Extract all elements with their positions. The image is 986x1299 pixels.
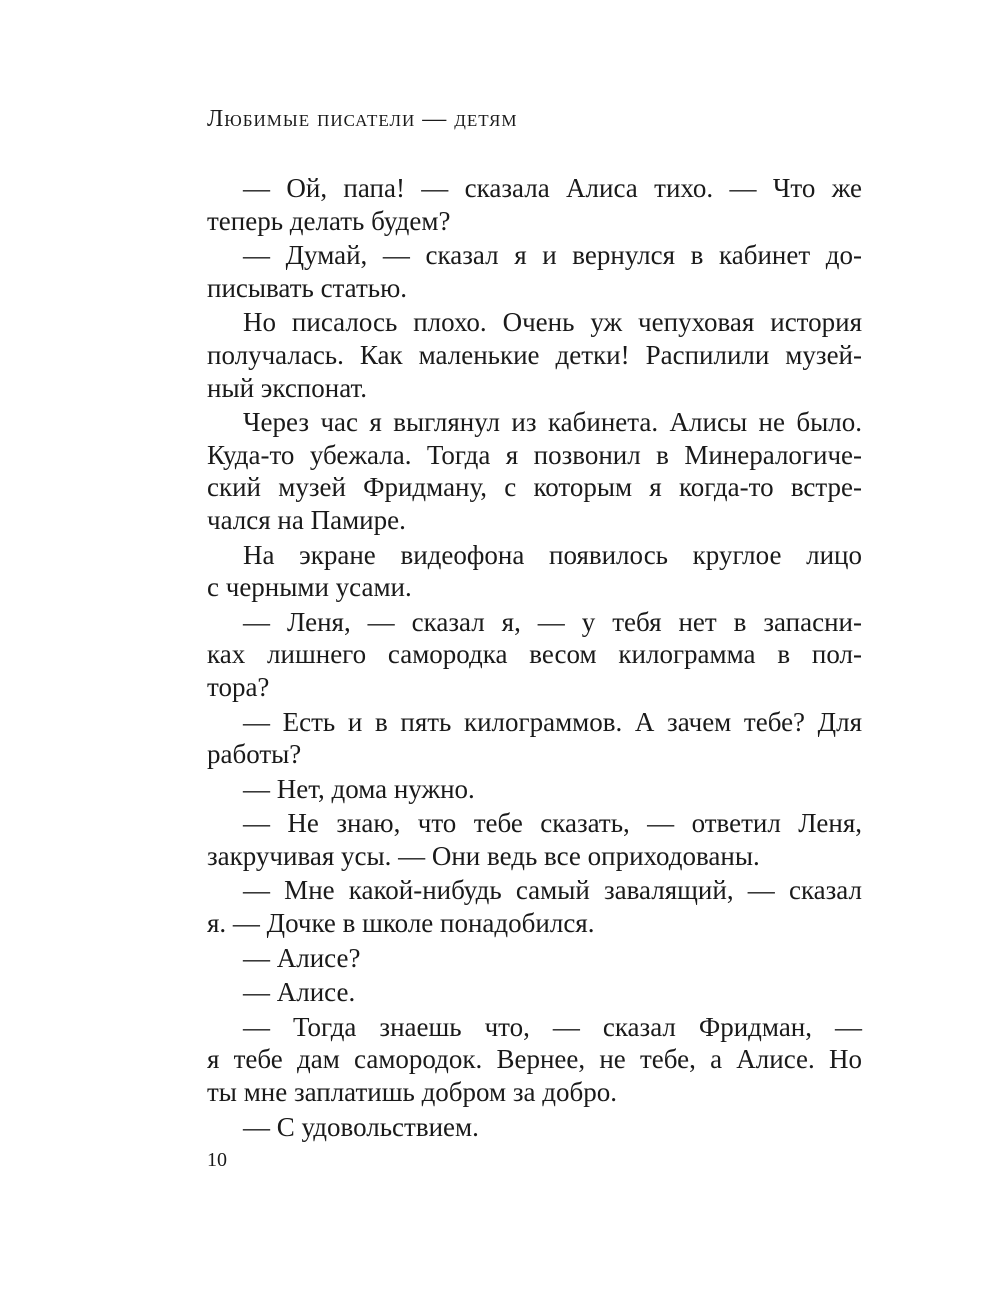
text-line: — Думай, — сказал я и вернулся в кабинет до- [243, 240, 862, 271]
text-line: Через час я выглянул из кабинета. Алисы не было. [243, 407, 862, 438]
running-head: Любимые писатели — детям [207, 106, 518, 132]
text-line: ках лишнего самородка весом килограмма в пол- [207, 639, 862, 670]
text-line: ный экспонат. [207, 372, 368, 403]
text-line: — Не знаю, что тебе сказать, — ответил Леня, [243, 808, 862, 839]
text-line: ский музей Фридману, с которым я когда-то встре- [207, 472, 862, 503]
text-line: — Тогда знаешь что, — сказал Фридман, — [243, 1011, 862, 1042]
text-line: закручивая усы. — Они ведь все оприходованы. [207, 840, 760, 871]
text-line: — Алисе. [243, 977, 356, 1008]
text-line: — Алисе? [243, 942, 361, 973]
text-line: работы? [207, 739, 302, 770]
page-number: 10 [207, 1149, 227, 1171]
text-line: чался на Памире. [207, 504, 406, 535]
text-line: — Леня, — сказал я, — у тебя нет в запасни- [243, 606, 862, 637]
text-line: писывать статью. [207, 272, 407, 303]
text-line: тора? [207, 671, 270, 702]
text-line: теперь делать будем? [207, 205, 451, 236]
text-line: с черными усами. [207, 572, 412, 603]
text-line: я. — Дочке в школе понадобился. [207, 908, 595, 939]
text-line: — Нет, дома нужно. [243, 773, 475, 804]
text-line: — Есть и в пять килограммов. А зачем тебе? Для [243, 706, 862, 737]
text-line: — Мне какой-нибудь самый завалящий, — сказал [243, 875, 862, 906]
text-line: Но писалось плохо. Очень уж чепуховая история [243, 307, 862, 338]
text-line: На экране видеофона появилось круглое лицо [243, 539, 862, 570]
text-line: я тебе дам самородок. Вернее, не тебе, а Алисе. Но [207, 1044, 862, 1075]
text-line: — С удовольствием. [243, 1111, 479, 1142]
body-text [207, 172, 862, 1143]
text-line: — Ой, папа! — сказала Алиса тихо. — Что же [243, 173, 862, 203]
text-line: ты мне заплатишь добром за добро. [207, 1077, 617, 1108]
text-line: Куда-то убежала. Тогда я позвонил в Минералогиче- [207, 439, 862, 470]
text-line: получалась. Как маленькие детки! Распилили музей- [207, 339, 862, 370]
